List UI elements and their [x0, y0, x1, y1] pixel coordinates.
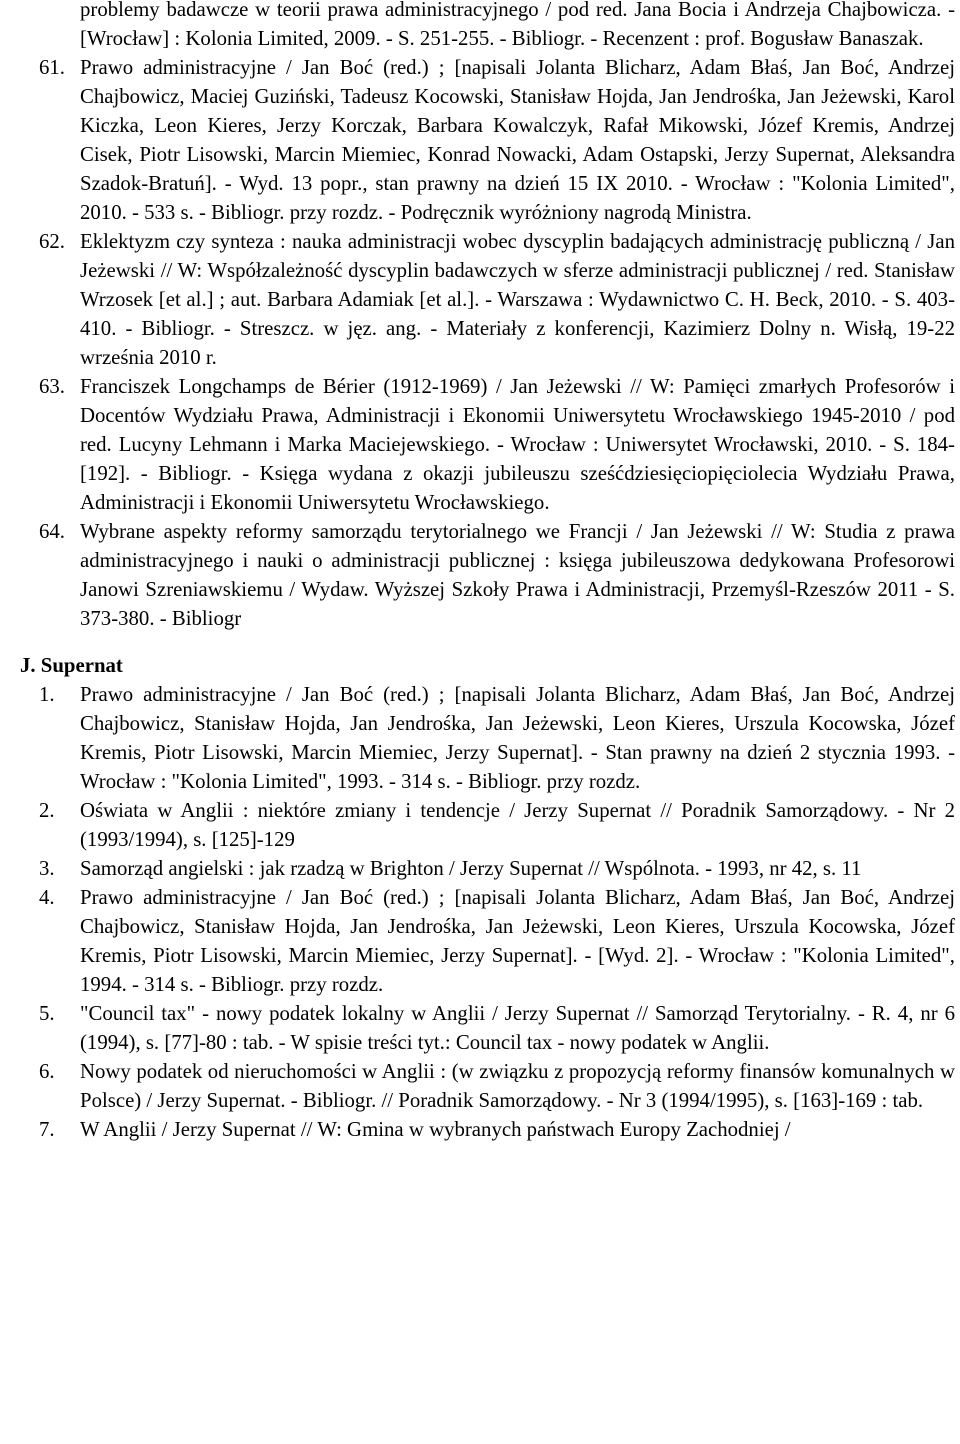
entry-text: Samorząd angielski : jak rzadzą w Brighton / Jerzy Supernat // Wspólnota. - 1993, nr 42, s. 11	[80, 857, 862, 880]
entry-63	[0, 372, 960, 517]
entry-text: W Anglii / Jerzy Supernat // W: Gmina w wybranych państwach Europy Zachodniej /	[80, 1118, 791, 1141]
continued-entry: problemy badawcze w teorii prawa administracyjnego / pod red. Jana Bocia i Andrzeja Chajbowicza. - [Wrocław] : Kolonia Limited, 2009. - S. 251-255. - Bibliogr. - Recenzent : prof. Bogusław Banaszak.	[80, 0, 955, 50]
entry-number: 64.	[39, 520, 65, 543]
entry-text: Prawo administracyjne / Jan Boć (red.) ; [napisali Jolanta Blicharz, Adam Błaś, Jan Boć, Andrzej Chajbowicz, Stanisław Hojda, Jan Jendrośka, Jan Jeżewski, Leon Kieres, Urszula Kocowska, Józef Kremis, Piotr Lisowski, Marcin Miemiec, Jerzy Supernat]. - Stan prawny na dzień 2 stycznia 1993. - Wrocław : "Kolonia Limited", 1993. - 314 s. - Bibliogr. przy rozdz.	[80, 683, 955, 793]
entry-text: Oświata w Anglii : niektóre zmiany i tendencje / Jerzy Supernat // Poradnik Samorządowy. - Nr 2 (1993/1994), s. [125]-129	[80, 799, 955, 851]
entry-64	[0, 517, 960, 633]
entry-text: Wybrane aspekty reformy samorządu terytorialnego we Francji / Jan Jeżewski // W: Studia z prawa administracyjnego i nauki o administracji publicznej : księga jubileuszowa dedykowana Profesorowi Janowi Szreniawskiemu / Wydaw. Wyższej Szkoły Prawa i Administracji, Przemyśl-Rzeszów 2011 - S. 373-380. - Bibliogr	[80, 520, 955, 630]
entry-number: 6.	[39, 1060, 55, 1083]
entry-3	[0, 854, 960, 883]
entry-text: Eklektyzm czy synteza : nauka administracji wobec dyscyplin badających administrację publiczną / Jan Jeżewski // W: Współzależność dyscyplin badawczych w sferze administracji publicznej / red. Stanisław Wrzosek [et al.] ; aut. Barbara Adamiak [et al.]. - Warszawa : Wydawnictwo C. H. Beck, 2010. - S. 403-410. - Bibliogr. - Streszcz. w jęz. ang. - Materiały z konferencji, Kazimierz Dolny n. Wisłą, 19-22 września 2010 r.	[80, 230, 955, 369]
entry-text: Franciszek Longchamps de Bérier (1912-1969) / Jan Jeżewski // W: Pamięci zmarłych Profesorów i Docentów Wydziału Prawa, Administracji i Ekonomii Uniwersytetu Wrocławskiego 1945-2010 / pod red. Lucyny Lehmann i Marka Maciejewskiego. - Wrocław : Uniwersytet Wrocławski, 2010. - S. 184-[192]. - Bibliogr. - Księga wydana z okazji jubileuszu sześćdziesięciopięciolecia Wydziału Prawa, Administracji i Ekonomii Uniwersytetu Wrocławskiego.	[80, 375, 955, 514]
entry-number: 61.	[39, 56, 65, 79]
entry-number: 4.	[39, 886, 55, 909]
entry-text: Nowy podatek od nieruchomości w Anglii : (w związku z propozycją reformy finansów komunalnych w Polsce) / Jerzy Supernat. - Bibliogr. // Poradnik Samorządowy. - Nr 3 (1994/1995), s. [163]-169 : tab.	[80, 1060, 955, 1112]
entry-number: 62.	[39, 230, 65, 253]
entry-number: 63.	[39, 375, 65, 398]
entry-7	[0, 1115, 960, 1144]
entry-4	[0, 883, 960, 999]
entry-number: 2.	[39, 799, 55, 822]
entry-text: Prawo administracyjne / Jan Boć (red.) ; [napisali Jolanta Blicharz, Adam Błaś, Jan Boć, Andrzej Chajbowicz, Maciej Guziński, Tadeusz Kocowski, Stanisław Hojda, Jan Jendrośka, Jan Jeżewski, Karol Kiczka, Leon Kieres, Jerzy Korczak, Barbara Kowalczyk, Rafał Mikowski, Józef Kremis, Andrzej Cisek, Piotr Lisowski, Marcin Miemiec, Konrad Nowacki, Adam Ostapski, Jerzy Supernat, Aleksandra Szadok-Bratuń]. - Wyd. 13 popr., stan prawny na dzień 15 IX 2010. - Wrocław : "Kolonia Limited", 2010. - 533 s. - Bibliogr. przy rozdz. - Podręcznik wyróżniony nagrodą Ministra.	[80, 56, 955, 224]
entry-number: 7.	[39, 1118, 55, 1141]
entry-number: 5.	[39, 1002, 55, 1025]
entry-6	[0, 1057, 960, 1115]
entry-62	[0, 227, 960, 372]
entry-5	[0, 999, 960, 1057]
entry-number: 1.	[39, 683, 55, 706]
entry-text: "Council tax" - nowy podatek lokalny w Anglii / Jerzy Supernat // Samorząd Terytorialny. - R. 4, nr 6 (1994), s. [77]-80 : tab. - W spisie treści tyt.: Council tax - nowy podatek w Anglii.	[80, 1002, 955, 1054]
entry-2	[0, 796, 960, 854]
entry-number: 3.	[39, 857, 55, 880]
entry-61	[0, 53, 960, 227]
entry-1	[0, 680, 960, 796]
entry-text: Prawo administracyjne / Jan Boć (red.) ; [napisali Jolanta Blicharz, Adam Błaś, Jan Boć, Andrzej Chajbowicz, Stanisław Hojda, Jan Jendrośka, Jan Jeżewski, Leon Kieres, Urszula Kocowska, Józef Kremis, Piotr Lisowski, Marcin Miemiec, Jerzy Supernat]. - [Wyd. 2]. - Wrocław : "Kolonia Limited", 1994. - 314 s. - Bibliogr. przy rozdz.	[80, 886, 955, 996]
section-heading: J. Supernat	[20, 654, 123, 677]
